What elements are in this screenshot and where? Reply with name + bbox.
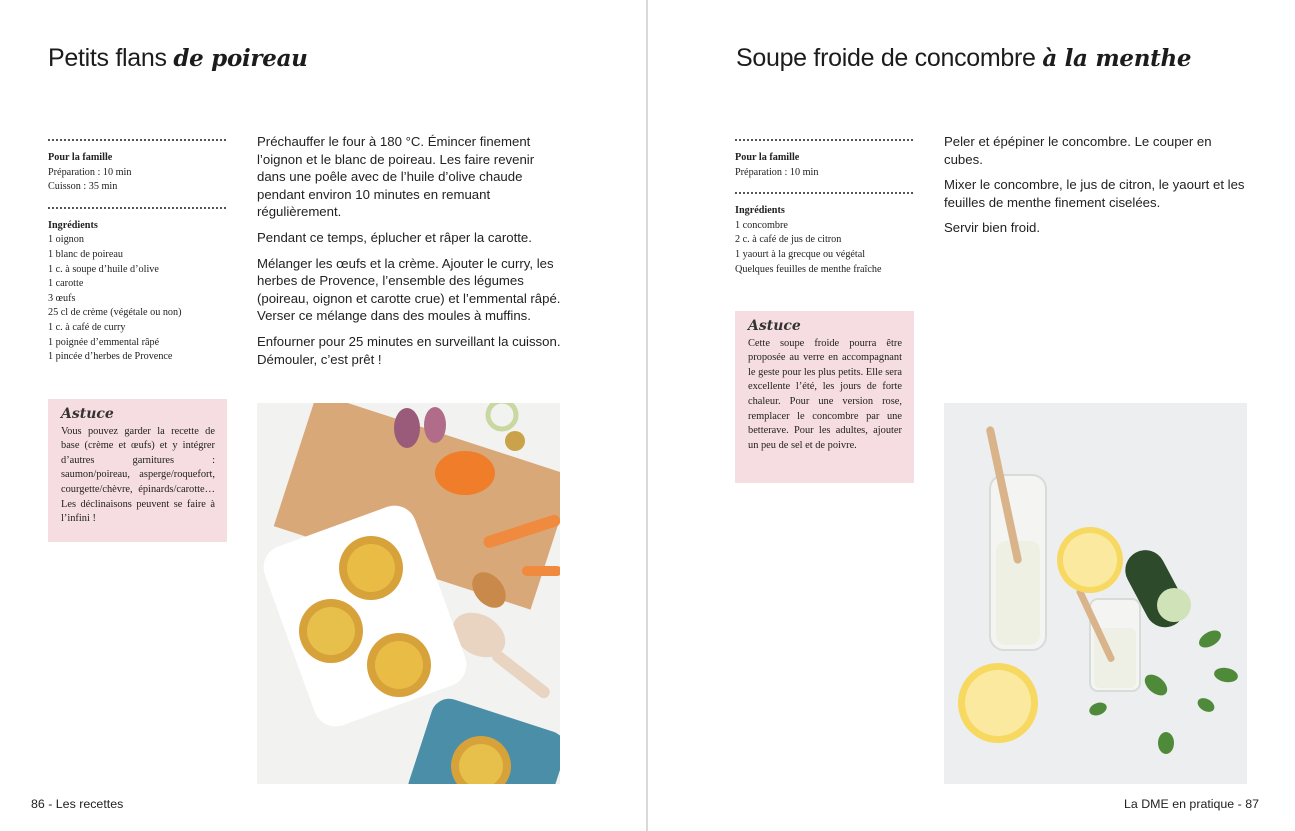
title-plain: Petits flans (48, 44, 167, 72)
ingredients-section (735, 204, 913, 277)
soup-illustration (944, 403, 1247, 784)
page-footer: La DME en pratique - 87 (1124, 797, 1259, 811)
dotted-divider (48, 139, 226, 141)
ingredient-item: 1 yaourt à la grecque ou végétal (735, 248, 866, 260)
ingredient-item: 1 c. à café de curry (48, 321, 126, 333)
tip-box (735, 311, 914, 483)
tip-box (48, 399, 227, 542)
recipe-steps (257, 133, 562, 376)
tip-title: Astuce (61, 406, 114, 422)
title-plain: Soupe froide de concombre (736, 44, 1036, 72)
ingredient-item: 1 concombre (735, 219, 788, 231)
page-footer: 86 - Les recettes (31, 797, 124, 811)
step-paragraph: Mixer le concombre, le jus de citron, le yaourt et les feuilles de menthe finement ciselées. (944, 177, 1245, 210)
family-label: Pour la famille (735, 152, 800, 163)
recipe-steps (944, 133, 1254, 245)
ingredient-item: 1 carotte (48, 278, 84, 290)
recipe-meta (735, 139, 913, 289)
ingredient-item: 1 blanc de poireau (48, 248, 123, 260)
flans-photo (257, 403, 560, 784)
ingredient-item: 25 cl de crème (végétale ou non) (48, 307, 182, 319)
ingredient-item: 1 pincée d’herbes de Provence (48, 351, 173, 363)
prep-time: Préparation : 10 min (735, 166, 819, 178)
cook-time: Cuisson : 35 min (48, 181, 118, 193)
recipe-meta (48, 139, 226, 377)
ingredient-item: 1 poignée d’emmental râpé (48, 336, 160, 348)
ingredient-item: 2 c. à café de jus de citron (735, 234, 842, 246)
ingredients-label: Ingrédients (48, 219, 98, 231)
ingredient-item: 3 œufs (48, 292, 76, 304)
ingredients-label: Ingrédients (735, 205, 785, 217)
prep-time: Préparation : 10 min (48, 166, 132, 178)
page-title (736, 44, 1191, 73)
ingredient-item: 1 oignon (48, 234, 84, 246)
step-paragraph: Peler et épépiner le concombre. Le couper en cubes. (944, 134, 1212, 167)
step-paragraph: Mélanger les œufs et la crème. Ajouter le curry, les herbes de Provence, l’ensemble des légumes (poireau, oignon et carotte crue) et l’emmental râpé. Verser ce mélange dans des moules à muffins. (257, 255, 561, 324)
family-section (48, 151, 226, 195)
step-paragraph: Servir bien froid. (944, 220, 1041, 236)
ingredients-section (48, 219, 226, 365)
family-section (735, 151, 913, 180)
title-script: à la menthe (1042, 45, 1192, 72)
dotted-divider (48, 207, 226, 209)
step-paragraph: Enfourner pour 25 minutes en surveillant la cuisson. Démouler, c’est prêt ! (257, 333, 561, 367)
tip-text: Vous pouvez garder la recette de base (crème et œufs) et y intégrer d’autres garnitures : saumon/poireau, asperge/roquefort, courgette/chèvre, épinards/carotte… Les déclinaisons peuvent se faire à l’infini ! (61, 425, 215, 525)
title-script: de poireau (173, 45, 308, 72)
family-label: Pour la famille (48, 152, 113, 163)
left-page (0, 0, 646, 831)
right-page (648, 0, 1295, 831)
page-title (48, 44, 308, 73)
tip-text: Cette soupe froide pourra être proposée au verre en accompagnant le geste pour les plus petits. Elle sera excellente l’été, les jours de forte chaleur. Pour une version rose, remplacer le concombre par une betterave. Pour les adultes, ajouter un peu de sel et de poivre. (748, 337, 902, 451)
dotted-divider (735, 192, 913, 194)
flans-illustration (257, 403, 560, 784)
ingredient-item: Quelques feuilles de menthe fraîche (735, 263, 882, 275)
step-paragraph: Pendant ce temps, éplucher et râper la carotte. (257, 229, 532, 245)
tip-title: Astuce (748, 318, 801, 334)
step-paragraph: Préchauffer le four à 180 °C. Émincer finement l’oignon et le blanc de poireau. Les faire revenir dans une poêle avec de l’huile d’olive chaude pendant environ 10 minutes en remuant régulièrement. (257, 134, 535, 220)
ingredients-list (48, 233, 226, 364)
ingredients-list (735, 219, 913, 277)
soup-photo (944, 403, 1247, 784)
ingredient-item: 1 c. à soupe d’huile d’olive (48, 263, 159, 275)
dotted-divider (735, 139, 913, 141)
